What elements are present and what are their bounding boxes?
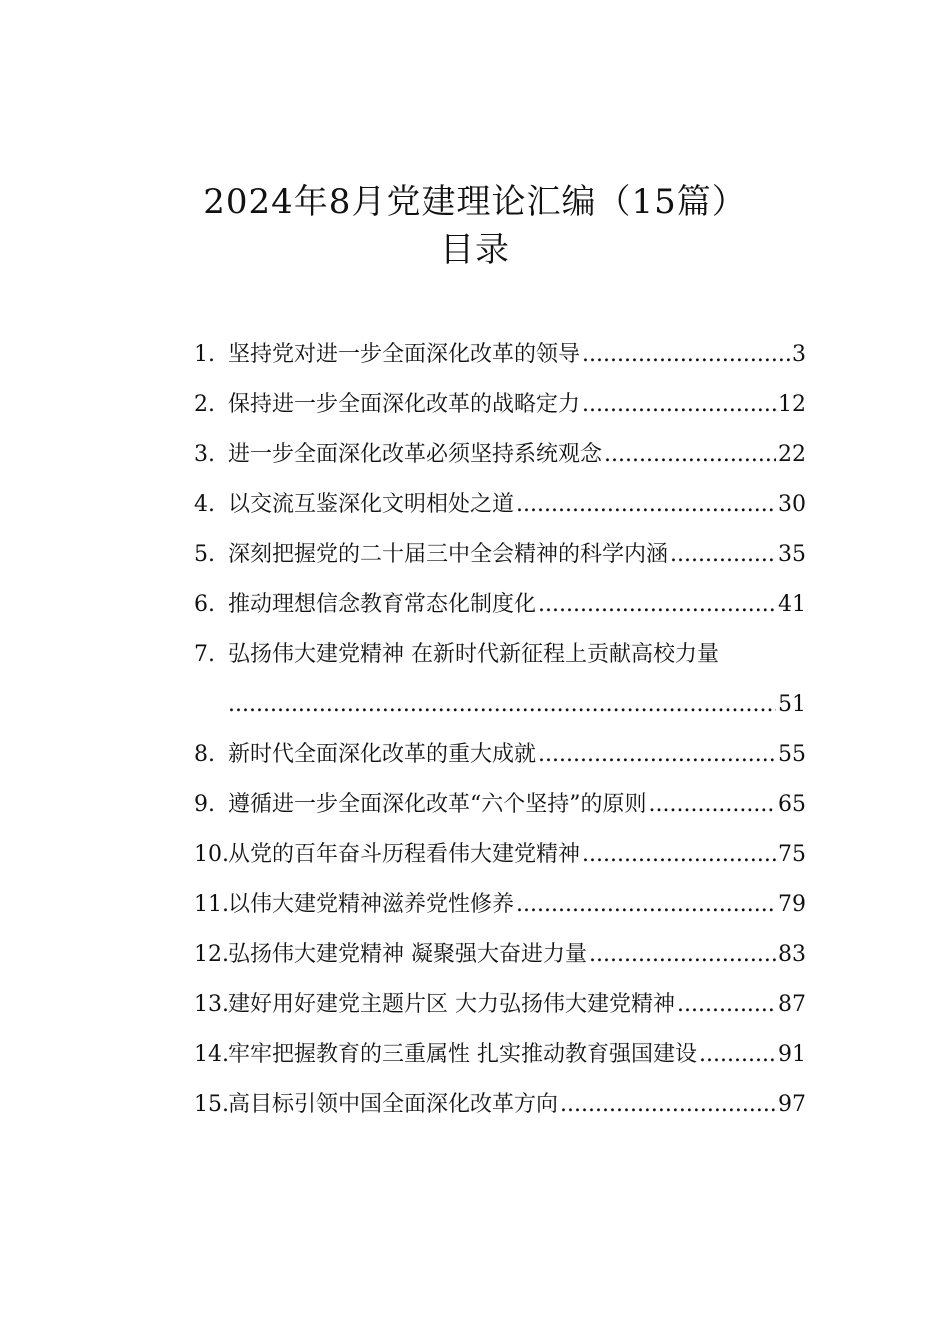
dot-leader: [589, 930, 776, 980]
dot-leader: [516, 880, 776, 930]
toc-entry-11[interactable]: [194, 880, 806, 930]
dot-leader: [582, 330, 790, 380]
toc-entry-page: 79: [778, 892, 806, 917]
toc-entry-title: 高目标引领中国全面深化改革方向: [228, 1092, 559, 1117]
toc-entry-title: 遵循进一步全面深化改革“六个坚持”的原则: [228, 792, 647, 817]
toc-entry-number: 4.: [194, 492, 215, 517]
toc-entry-page: 91: [778, 1042, 806, 1067]
toc-heading: 目录: [440, 230, 510, 270]
toc-entry-4[interactable]: [194, 480, 806, 530]
dot-leader: [538, 580, 776, 630]
toc-entry-14[interactable]: [194, 1030, 806, 1080]
toc-entry-page: 3: [792, 342, 806, 367]
dot-leader: [670, 530, 776, 580]
toc-entry-page: 83: [778, 942, 806, 967]
toc-entry-title: 推动理想信念教育常态化制度化: [228, 592, 537, 617]
toc-entry-title: 以交流互鉴深化文明相处之道: [228, 492, 515, 517]
toc-entry-number: 7.: [194, 642, 215, 667]
toc-entry-6[interactable]: [194, 580, 806, 630]
table-of-contents: [194, 330, 806, 1130]
dot-leader: [604, 430, 776, 480]
dot-leader: [538, 730, 776, 780]
toc-entry-page: 51: [778, 692, 806, 717]
toc-entry-10[interactable]: [194, 830, 806, 880]
toc-entry-12[interactable]: [194, 930, 806, 980]
toc-entry-number: 11.: [194, 892, 229, 917]
document-title: 2024年8月党建理论汇编（15篇）: [203, 182, 747, 222]
toc-entry-number: 5.: [194, 542, 215, 567]
toc-entry-page: 12: [778, 392, 806, 417]
toc-entry-title: 保持进一步全面深化改革的战略定力: [228, 392, 581, 417]
toc-entry-page: 65: [778, 792, 806, 817]
toc-entry-2[interactable]: [194, 380, 806, 430]
toc-entry-title: 弘扬伟大建党精神 在新时代新征程上贡献高校力量: [228, 642, 719, 667]
toc-entry-number: 8.: [194, 742, 215, 767]
toc-entry-3[interactable]: [194, 430, 806, 480]
toc-entry-page: 41: [778, 592, 806, 617]
toc-entry-number: 13.: [194, 992, 229, 1017]
toc-entry-page: 87: [778, 992, 806, 1017]
toc-entry-page: 55: [778, 742, 806, 767]
toc-entry-page: 97: [778, 1092, 806, 1117]
toc-entry-8[interactable]: [194, 730, 806, 780]
toc-entry-number: 1.: [194, 342, 215, 367]
dot-leader: [516, 480, 776, 530]
toc-entry-title: 牢牢把握教育的三重属性 扎实推动教育强国建设: [228, 1042, 697, 1067]
toc-entry-title: 坚持党对进一步全面深化改革的领导: [228, 342, 581, 367]
toc-entry-number: 2.: [194, 392, 215, 417]
toc-entry-number: 9.: [194, 792, 215, 817]
dot-leader: [560, 1080, 776, 1130]
toc-entry-title: 新时代全面深化改革的重大成就: [228, 742, 537, 767]
toc-entry-1[interactable]: [194, 330, 806, 380]
toc-entry-title: 深刻把握党的二十届三中全会精神的科学内涵: [228, 542, 669, 567]
toc-entry-15[interactable]: [194, 1080, 806, 1130]
toc-entry-title: 从党的百年奋斗历程看伟大建党精神: [228, 842, 581, 867]
toc-entry-title: 以伟大建党精神滋养党性修养: [228, 892, 515, 917]
toc-entry-9[interactable]: [194, 780, 806, 830]
toc-entry-page: 22: [778, 442, 806, 467]
toc-entry-title: 弘扬伟大建党精神 凝聚强大奋进力量: [228, 942, 587, 967]
toc-entry-number: 14.: [194, 1042, 229, 1067]
toc-entry-number: 10.: [194, 842, 229, 867]
toc-entry-13[interactable]: [194, 980, 806, 1030]
toc-entry-title: 建好用好建党主题片区 大力弘扬伟大建党精神: [228, 992, 675, 1017]
toc-entry-title: 进一步全面深化改革必须坚持系统观念: [228, 442, 603, 467]
dot-leader: [677, 980, 776, 1030]
dot-leader: [649, 780, 777, 830]
toc-entry-number: 15.: [194, 1092, 229, 1117]
toc-entry-number: 6.: [194, 592, 215, 617]
toc-entry-page: 30: [778, 492, 806, 517]
dot-leader: [582, 830, 776, 880]
toc-entry-page: 75: [778, 842, 806, 867]
toc-entry-5[interactable]: [194, 530, 806, 580]
dot-leader: [582, 380, 776, 430]
toc-entry-7[interactable]: [194, 630, 806, 730]
dot-leader: [228, 680, 776, 730]
toc-entry-page: 35: [778, 542, 806, 567]
toc-entry-number: 12.: [194, 942, 229, 967]
dot-leader: [699, 1030, 776, 1080]
toc-entry-number: 3.: [194, 442, 215, 467]
